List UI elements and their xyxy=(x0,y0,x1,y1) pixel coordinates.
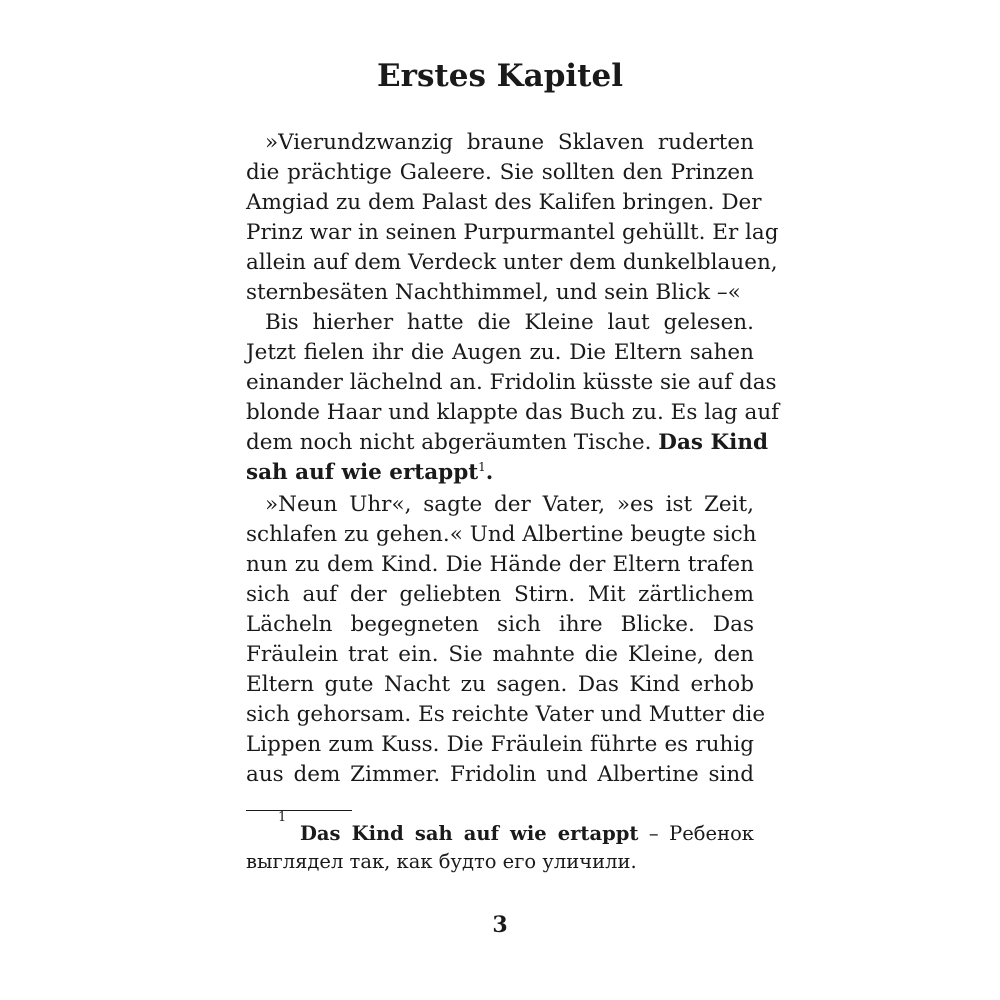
glossed-phrase: Das Kind xyxy=(658,430,768,455)
text-line: sich auf der geliebten Stirn. Mit zärtlichem xyxy=(246,582,754,607)
text-line: Bis hierher hatte die Kleine laut gelesen. xyxy=(265,310,754,335)
glossed-phrase: sah auf wie ertappt xyxy=(246,460,479,485)
text-line: aus dem Zimmer. Fridolin und Albertine sind xyxy=(246,762,754,787)
footnote-line: выглядел так, как будто его уличили. xyxy=(246,850,637,873)
footnote-reference[interactable]: 1 xyxy=(478,459,486,474)
footnote-dash: – xyxy=(638,822,670,845)
text-segment: dem noch nicht abgeräumten Tische. xyxy=(246,430,652,455)
footnote-divider xyxy=(246,810,352,811)
text-line: Lippen zum Kuss. Die Fräulein führte es ruhig xyxy=(246,732,754,757)
text-line: schlafen zu gehen.« Und Albertine beugte sich xyxy=(246,522,757,547)
text-line: Prinz war in seinen Purpurmantel gehüllt. Er lag xyxy=(246,220,779,245)
text-line: nun zu dem Kind. Die Hände der Eltern trafen xyxy=(246,552,754,577)
text-line: blonde Haar und klappte das Buch zu. Es lag auf xyxy=(246,400,780,425)
text-line: Lächeln begegneten sich ihre Blicke. Das xyxy=(246,612,754,637)
book-page: Erstes Kapitel »Vierundzwanzig braune Sklaven ruderten die prächtige Galeere. Sie sollten den Prinzen Amgiad zu dem Palast des Kalifen bringen. Der Prinz war in seinen Purpurmantel gehüllt. Er lag allein auf dem Verdeck unter dem dunkelblauen, sternbesäten Nachthimmel, und sein Blick –« Bis hierher hatte die Kleine laut gelesen. Jetzt fielen ihr die Augen zu. Die Eltern sahen einander lächelnd an. Fridolin küsste sie auf das blonde Haar und klappte das Buch zu. Es lag auf dem noch nicht abgeräumten Tische. Das Kind sah auf wie ertappt$^1$. »Neun Uhr«, sagte der Vater, »es ist Zeit, schlafen zu gehen.« Und Albertine beugte sich nun zu dem Kind. Die Hände der Eltern trafen sich auf der geliebten Stirn. Mit zärtlichem Lächeln begegneten sich ihre Blicke. Das Fräulein trat ein. Sie mahnte die Kleine, den Eltern gute Nacht zu sagen. Das Kind erhob sich gehorsam. Es reichte Vater und Mutter die Lippen zum Kuss. Die Fräulein führte es ruhig aus dem Zimmer. Fridolin und Albertine sind 1 Das Kind sah auf wie ertappt – Ребенок выглядел так, как будто его уличили. 3 xyxy=(0,0,1000,1000)
text-line: Fräulein trat ein. Sie mahnte die Kleine, den xyxy=(246,642,754,667)
text-line xyxy=(246,458,754,488)
footnote-term: Das Kind sah auf wie ertappt xyxy=(300,822,639,845)
page-number: 3 xyxy=(492,912,508,938)
text-line: allein auf dem Verdeck unter dem dunkelblauen, xyxy=(246,250,778,275)
text-line: »Neun Uhr«, sagte der Vater, »es ist Zeit, xyxy=(265,492,754,517)
text-line: Jetzt fielen ihr die Augen zu. Die Eltern sahen xyxy=(246,340,754,365)
text-line: die prächtige Galeere. Sie sollten den Prinzen xyxy=(246,160,754,185)
text-line: Eltern gute Nacht zu sagen. Das Kind erhob xyxy=(246,672,754,697)
text-line: »Vierundzwanzig braune Sklaven ruderten xyxy=(265,130,754,155)
text-line: sternbesäten Nachthimmel, und sein Blick –« xyxy=(246,280,741,305)
text-segment: . xyxy=(485,460,494,485)
text-line: einander lächelnd an. Fridolin küsste sie auf das xyxy=(246,370,777,395)
text-line: Amgiad zu dem Palast des Kalifen bringen. Der xyxy=(246,190,762,215)
text-line: sich gehorsam. Es reichte Vater und Mutter die xyxy=(246,702,766,727)
footnote-translation: Ребенок xyxy=(669,822,754,845)
chapter-title: Erstes Kapitel xyxy=(376,58,623,94)
text-line xyxy=(246,428,768,458)
footnote-line xyxy=(300,820,754,848)
